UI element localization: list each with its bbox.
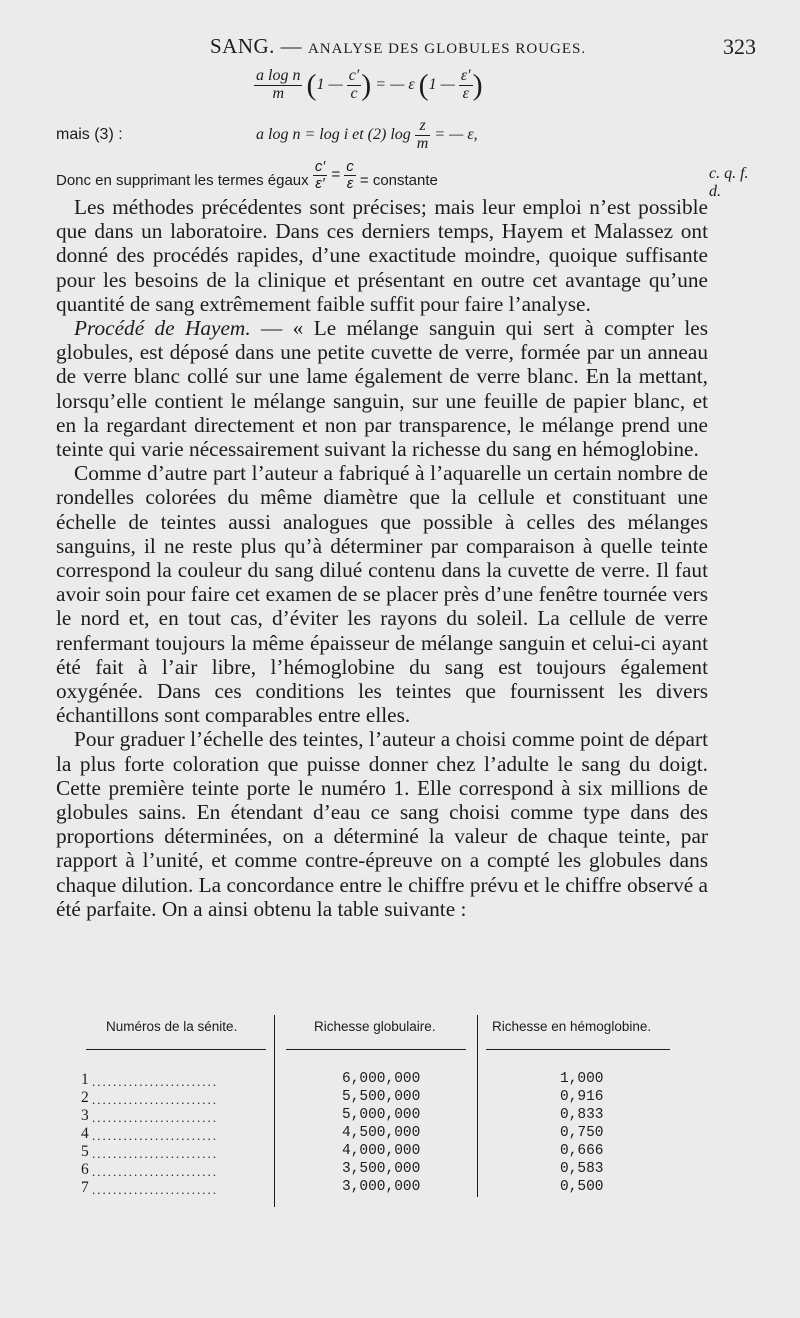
table-header-hemoglobine: Richesse en hémoglobine.	[492, 1019, 652, 1034]
header-title-rest: ANALYSE DES GLOBULES ROUGES.	[307, 41, 587, 57]
header-title	[210, 34, 586, 59]
table-rule-2	[286, 1049, 466, 1050]
donc-line	[56, 158, 756, 200]
table-row: 3 ........................ 5,000,000 0,833	[81, 1107, 604, 1125]
equation-2	[256, 118, 478, 153]
procede-hayem-title: Procédé de Hayem.	[74, 316, 251, 341]
eq2-fraction: $\frac{z}{m}$	[416, 117, 429, 152]
paragraph-1: Les méthodes précédentes sont précises; mais leur emploi n’est possible que dans un laboratoire. Dans ces derniers temps, Hayem et Malassez ont donné des procédés rapides, d’une exactitude moindre, quoique suffisante pour les besoins de la clinique et présentant en outre cet avantage qu’une quantité de sang extrêmement faible suffit pour faire l’analyse.	[56, 195, 708, 316]
table-header-numeros: Numéros de la sénite.	[106, 1019, 238, 1034]
eq1-paren2-fraction: $\frac{\varepsilon'}{\varepsilon}$	[460, 67, 471, 102]
table-row: 2 ........................ 5,500,000 0,916	[81, 1089, 604, 1107]
mais-label: mais (3) :	[56, 126, 123, 143]
donc-fractions: $\frac{c'}{\varepsilon'}$ = $\frac{c}{\varepsilon}$	[314, 158, 354, 192]
eq1-paren1-fraction: $\frac{c'}{c}$	[348, 67, 360, 102]
table-row: 6 ........................ 3,500,000 0,583	[81, 1161, 604, 1179]
donc-text: Donc en supprimant les termes égaux	[56, 172, 309, 190]
page-number: 323	[723, 34, 756, 59]
equation-1: $\frac{\text{a log n}}{m}$ (1 — $\frac{c'}{c}$ ) = — ε (1 — $\frac{\varepsilon'}{\varepsilon}$ )	[256, 67, 483, 102]
eq1-fraction: $\frac{\text{a log n}}{m}$	[256, 67, 301, 102]
header-title-main: SANG. —	[210, 34, 303, 58]
cqfd: c. q. f. d.	[709, 165, 749, 200]
body-text	[56, 195, 708, 921]
eq2-right: = — ε,	[434, 125, 478, 143]
running-header	[0, 34, 800, 64]
paragraph-2: Procédé de Hayem. — « Le mélange sanguin qui sert à compter les globules, est déposé dans une petite cuvette de verre, formée par un anneau de verre blanc collé sur une lame également de verre blanc. En la mettant, lorsqu’elle contient le mélange sanguin, sur une feuille de papier blanc, et en la regardant directement et non par transparence, le mélange prend une teinte qui varie nécessairement suivant la richesse du sang en hémoglobine.	[56, 316, 708, 462]
teintes-table	[56, 1015, 676, 1215]
table-rule-3	[486, 1049, 670, 1050]
table-header-globulaire: Richesse globulaire.	[314, 1019, 436, 1034]
table-row: 4 ........................ 4,500,000 0,750	[81, 1125, 604, 1143]
donc-end: = constante	[359, 172, 438, 190]
table-rule-1	[86, 1049, 266, 1050]
eq1-middle: = — ε	[375, 75, 415, 93]
paragraph-4: Pour graduer l’échelle des teintes, l’auteur a choisi comme point de départ la plus forte coloration que puisse donner chez l’adulte le sang du doigt. Cette première teinte porte le numéro 1. Elle correspond à six millions de globules sains. En étendant d’eau ce sang choisi comme type dans des proportions déterminées, on a déterminé la valeur de chaque teinte, par rapport à l’unité, et comme contre-épreuve on a compté les globules dans chaque dilution. La concordance entre le chiffre prévu et le chiffre observé a été parfaite. On a ainsi obtenu la table suivante :	[56, 727, 708, 921]
table-row: 7 ........................ 3,000,000 0,500	[81, 1179, 604, 1197]
eq2-left: a log n = log i et (2) log	[256, 125, 411, 143]
table-row: 1 ........................ 6,000,000 1,000	[81, 1071, 604, 1089]
paragraph-3: Comme d’autre part l’auteur a fabriqué à l’aquarelle un certain nombre de rondelles colorées du même diamètre que la cellule et constituant une échelle de teintes aussi analogues que possible à celles des mélanges sanguins, il ne reste plus qu’à déterminer par comparaison à quelle teinte correspond la couleur du sang dilué contenu dans la cuvette de verre. Il faut avoir soin pour faire cet examen de se placer près d’une fenêtre tournée vers le nord et, en tout cas, d’éviter les rayons du soleil. La cellule de verre renfermant toujours la même épaisseur de mélange sanguin et celui-ci ayant été fait à l’air libre, l’hémoglobine du sang est toujours également oxygénée. Dans ces conditions les teintes que fournissent les divers échantillons sont comparables entre elles.	[56, 461, 708, 728]
table-row: 5 ........................ 4,000,000 0,666	[81, 1143, 604, 1161]
